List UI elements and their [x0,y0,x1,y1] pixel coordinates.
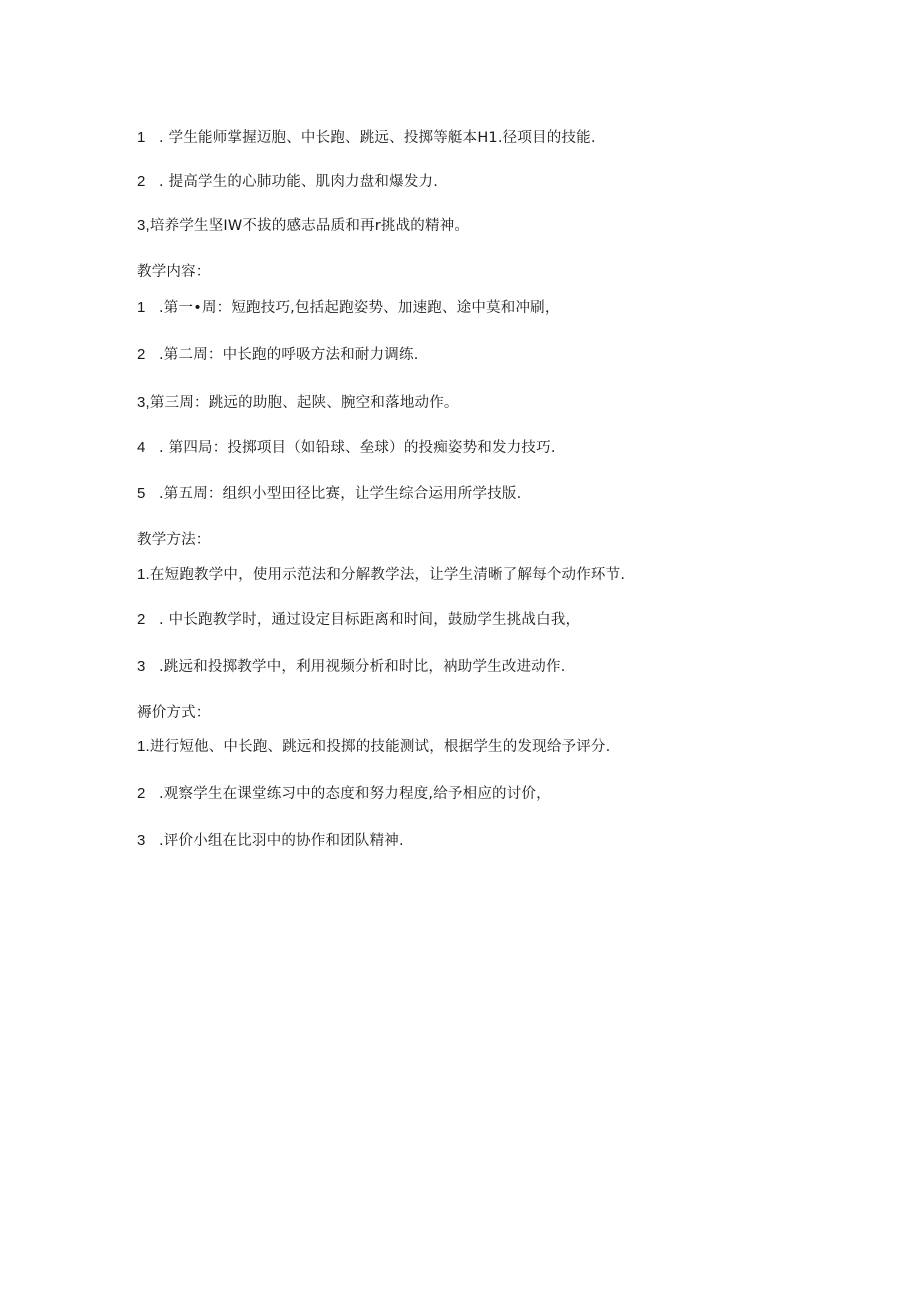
section-heading-content: 教学内容： [137,264,211,280]
method-item-3 [137,657,566,677]
item-text: 在短跑教学中，使用示范法和分解教学法，让学生清晰了解每个动作环节. [149,567,626,583]
item-number: 3 [137,832,146,849]
content-item-1 [137,298,560,318]
objective-item-3 [137,216,469,236]
evaluation-item-1 [137,737,610,757]
item-number: 2 [137,173,146,190]
item-number: 1. [137,566,150,583]
section-heading-methods: 教学方法： [137,532,211,548]
item-text: . 学生能师掌握迈胞、中长跑、跳远、投掷等艇本H1.径项目的技能. [159,130,596,146]
item-text: .跳远和投掷教学中，利用视频分析和时比，衲助学生改进动作. [159,659,566,675]
item-text: 进行短他、中长跑、跳远和投掷的技能测试，根据学生的发现给予评分. [149,739,611,755]
item-number: 2 [137,785,146,802]
item-text: .第二周：中长跑的呼吸方法和耐力调练. [159,347,419,363]
item-text: . 第四局：投掷项目（如铅球、垒球）的投痴姿势和发力技巧. [159,440,556,456]
item-number: 1. [137,738,150,755]
item-number: 1 [137,129,146,146]
item-text: .第一•周：短跑技巧,包括起跑姿势、加速跑、途中莫和冲刷， [159,300,560,316]
section-heading-evaluation: 褥价方式： [137,705,211,721]
content-item-3 [137,393,459,413]
item-number: 4 [137,439,146,456]
evaluation-item-2 [137,784,551,804]
item-number: 2 [137,346,146,363]
method-item-2 [137,610,580,630]
item-number: 3, [137,217,150,234]
item-text: . 提高学生的心肺功能、肌肉力盘和爆发力. [159,174,439,190]
method-item-1 [137,565,625,585]
item-number: 2 [137,611,146,628]
objective-item-2 [137,172,438,192]
content-item-5 [137,484,521,504]
content-item-2 [137,345,419,365]
item-text: .第五周：组织小型田径比赛，让学生综合运用所学技版. [159,486,522,502]
item-number: 5 [137,485,146,502]
item-text: 第三周：跳远的助胞、起陕、腕空和落地动作。 [149,395,459,411]
content-item-4 [137,438,556,458]
item-text: . 中长跑教学时，通过设定目标距离和时间，鼓励学生挑战白我， [159,612,581,628]
item-text: .评价小组在比羽中的协作和团队精神. [159,833,404,849]
item-number: 3, [137,394,150,411]
item-number: 1 [137,299,146,316]
item-text: 培养学生坚IW不拔的感志品质和再r挑战的精神。 [149,218,470,234]
evaluation-item-3 [137,831,404,851]
objective-item-1 [137,128,596,148]
item-number: 3 [137,658,146,675]
item-text: .观察学生在课堂练习中的态度和努力程度,给予相应的讨价， [159,786,551,802]
